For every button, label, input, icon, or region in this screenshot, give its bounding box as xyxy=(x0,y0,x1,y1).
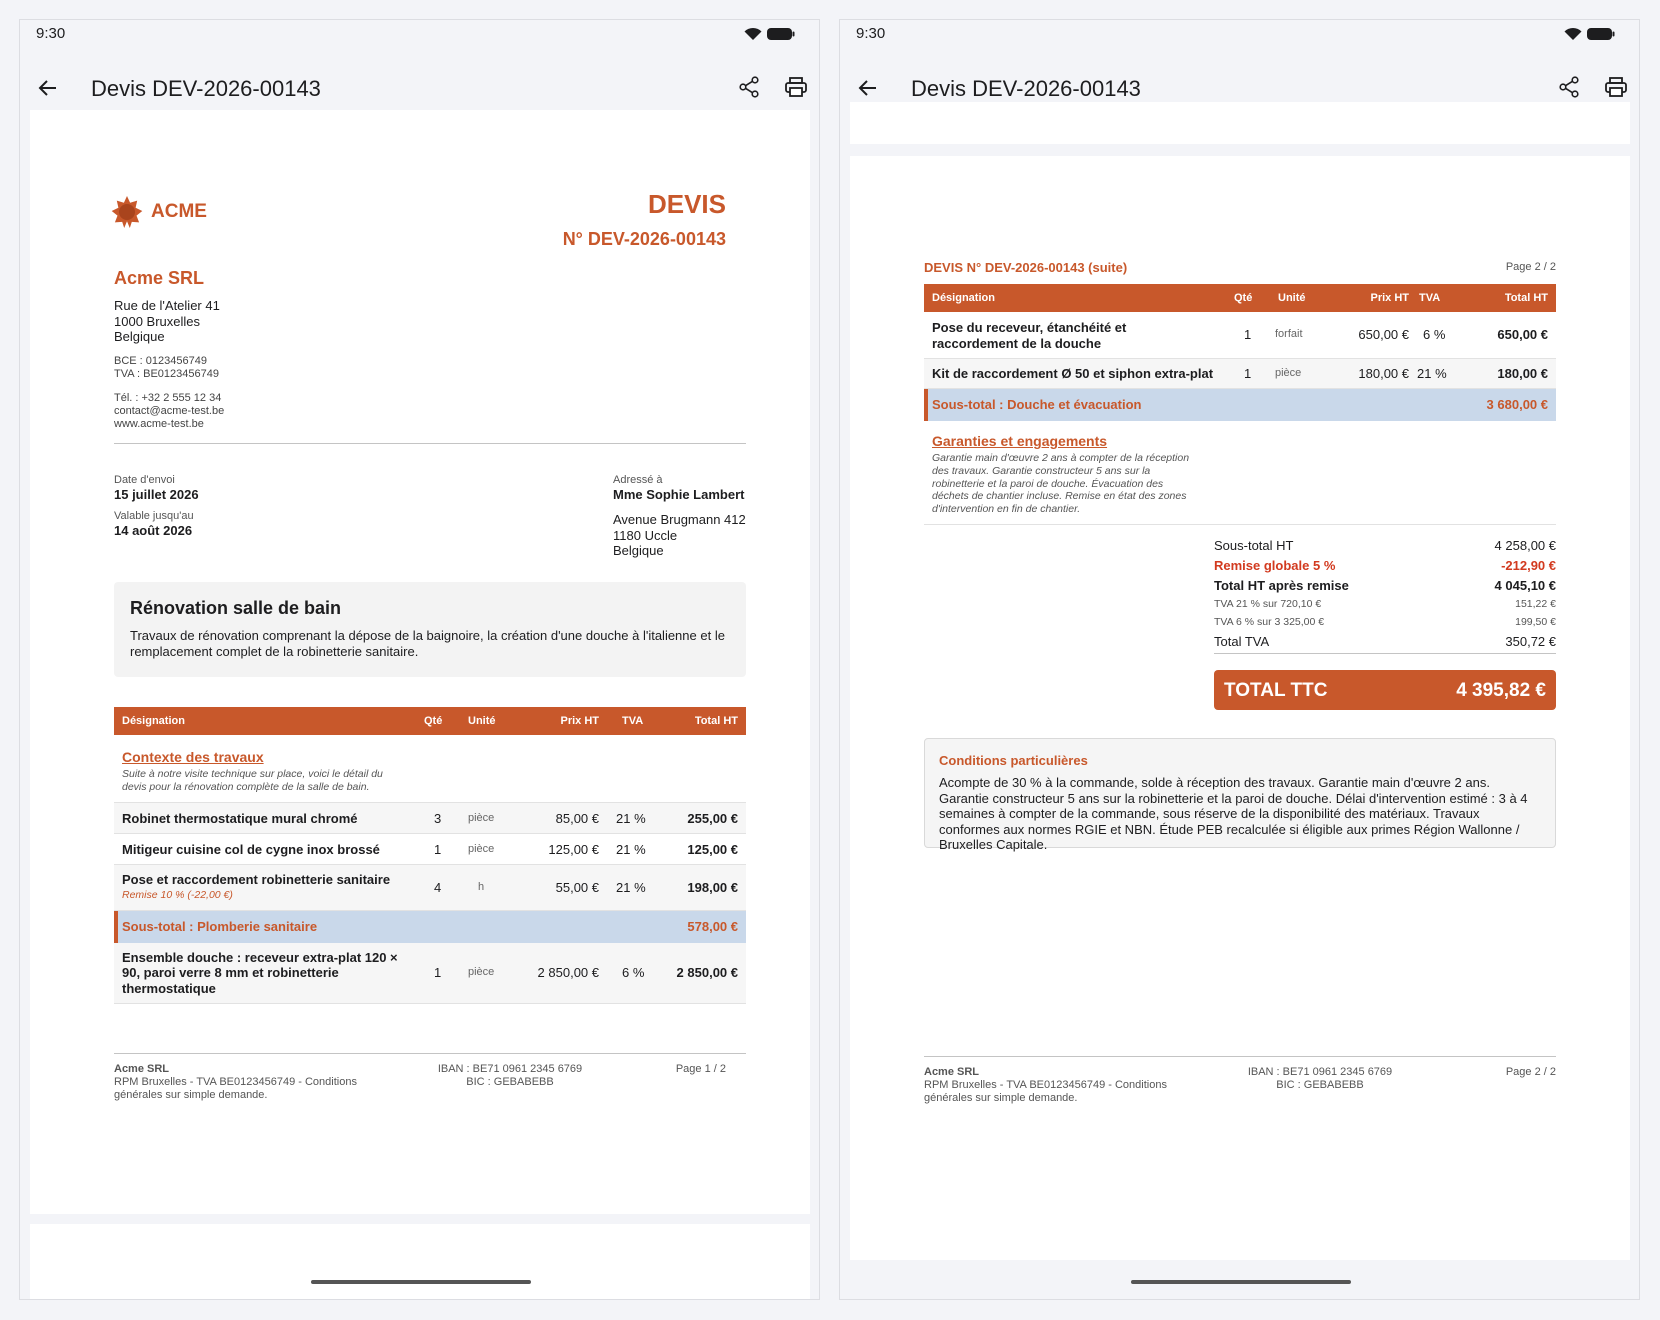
row-vat: 6 % xyxy=(1423,327,1446,342)
status-icons xyxy=(1564,27,1615,41)
phone-number: Tél. : +32 2 555 12 34 xyxy=(114,392,222,404)
row-designation xyxy=(122,950,398,997)
address-line: Belgique xyxy=(114,329,165,344)
special-conditions xyxy=(924,738,1556,852)
table-row xyxy=(114,943,746,1004)
subtotal-value: 578,00 € xyxy=(687,918,738,934)
row-qty: 1 xyxy=(434,841,442,857)
row-qty: 3 xyxy=(434,810,442,826)
recipient-address xyxy=(613,512,746,559)
col-total: Total HT xyxy=(1504,292,1548,304)
back-button[interactable] xyxy=(30,70,66,106)
back-button[interactable] xyxy=(850,70,886,106)
bce-number: BCE : 0123456749 xyxy=(114,355,207,367)
recipient-name: Mme Sophie Lambert xyxy=(613,487,745,502)
quote-table-continued xyxy=(924,284,1556,525)
battery-icon xyxy=(1587,27,1615,41)
totals-value: 350,72 € xyxy=(1505,634,1556,649)
company-address xyxy=(114,298,220,345)
note-line: d'intervention en fin de chantier. xyxy=(932,503,1081,516)
total-ttc-value: 4 395,82 € xyxy=(1456,680,1546,701)
row-total: 2 850,00 € xyxy=(676,964,738,980)
footer-line: RPM Bruxelles - TVA BE0123456749 - Conditions xyxy=(114,1076,357,1088)
page-title: Devis DEV-2026-00143 xyxy=(91,76,321,101)
send-date-label: Date d'envoi xyxy=(114,474,175,486)
subtotal-row xyxy=(114,911,746,943)
col-unit: Unité xyxy=(468,715,496,727)
totals-label: Total TVA xyxy=(1214,634,1270,649)
row-designation: Kit de raccordement Ø 50 et siphon extra-plat xyxy=(932,366,1214,381)
footer-bank xyxy=(390,1063,630,1089)
company-contact xyxy=(114,392,224,431)
company-ids xyxy=(114,355,219,381)
app-bar xyxy=(20,60,819,116)
note-line: Suite à notre visite technique sur place, voici le détail du xyxy=(122,768,383,780)
note-line: robinetterie et la paroi de douche. Évacuation des xyxy=(932,477,1164,490)
divider xyxy=(114,443,746,444)
document-page-1 xyxy=(30,110,810,1214)
project-summary xyxy=(114,582,746,677)
sun-logo-icon xyxy=(111,196,143,228)
totals-label: Remise globale 5 % xyxy=(1214,558,1336,573)
print-icon xyxy=(785,77,807,97)
row-total: 255,00 € xyxy=(687,810,738,826)
section-title: Contexte des travaux xyxy=(122,749,264,765)
col-price: Prix HT xyxy=(1370,292,1409,304)
page-number: Page 2 / 2 xyxy=(1505,1066,1556,1078)
section-note xyxy=(122,768,738,794)
row-unit: forfait xyxy=(1275,328,1303,340)
status-bar xyxy=(20,20,819,50)
totals-value: 4 258,00 € xyxy=(1494,538,1556,553)
project-description: Travaux de rénovation comprenant la dépose de la baignoire, la création d'une douche à l'italienne et le remplacement complet de la robinetterie sanitaire. xyxy=(130,628,725,659)
table-header xyxy=(114,707,746,735)
subtotal-label: Sous-total : Douche et évacuation xyxy=(932,397,1142,412)
footer-company xyxy=(114,1063,357,1102)
totals-value: 4 045,10 € xyxy=(1494,578,1556,593)
subtotal-label: Sous-total : Plomberie sanitaire xyxy=(122,918,318,934)
after-discount-row xyxy=(1214,576,1556,596)
row-qty: 1 xyxy=(1244,327,1252,342)
email-address: contact@acme-test.be xyxy=(114,405,225,417)
send-date-block xyxy=(114,474,199,538)
print-button[interactable] xyxy=(1600,71,1632,103)
section-header xyxy=(114,735,746,803)
share-icon xyxy=(739,76,759,98)
footer-divider xyxy=(114,1053,746,1054)
footer-bank xyxy=(1200,1066,1440,1092)
address-line: Avenue Brugmann 412 xyxy=(613,512,746,527)
designation-line: Ensemble douche : receveur extra-plat 120 × xyxy=(122,949,398,965)
totals-value: 151,22 € xyxy=(1515,598,1556,610)
document-page-1-tail xyxy=(850,102,1630,144)
conditions-text: Acompte de 30 % à la commande, solde à réception des travaux. Garantie main d'œuvre 2 ans. Garantie constructeur 5 ans sur la robinetterie et la paroi de douche. Délai d'intervention estimé : 3 à 4 semaines à compter de la commande, sous réserve de la disponibilité des matériaux. Travaux conformes aux normes RGIE et NBN. Étude PEB recalculée si éligible aux primes Région Wallonne / Bruxelles Capitale. xyxy=(939,775,1528,852)
row-vat: 21 % xyxy=(616,879,646,895)
print-icon xyxy=(1605,77,1627,97)
footer-divider xyxy=(924,1056,1556,1057)
logo-text: ACME xyxy=(151,201,207,222)
vat-number: TVA : BE0123456749 xyxy=(114,368,219,380)
totals-label: TVA 21 % sur 720,10 € xyxy=(1214,598,1322,610)
address-line: 1180 Uccle xyxy=(613,527,678,543)
footer-company-name: Acme SRL xyxy=(114,1063,170,1075)
battery-icon xyxy=(767,27,795,41)
row-vat: 21 % xyxy=(1417,366,1447,381)
project-title: Rénovation salle de bain xyxy=(130,598,342,618)
wifi-icon xyxy=(744,27,762,41)
vat6-row xyxy=(1214,614,1556,632)
row-qty: 4 xyxy=(434,879,442,895)
section-note xyxy=(932,452,1548,516)
totals-label: Total HT après remise xyxy=(1214,578,1349,593)
document-type: DEVIS xyxy=(647,189,726,219)
vat-total-row xyxy=(1214,632,1556,654)
col-designation: Désignation xyxy=(932,292,995,304)
row-discount: Remise 10 % (-22,00 €) xyxy=(122,889,233,902)
note-line: des travaux. Garantie constructeur 5 ans sur la xyxy=(932,464,1151,477)
table-row xyxy=(114,803,746,834)
row-designation: Pose et raccordement robinetterie sanitaire xyxy=(122,871,391,887)
company-logo xyxy=(111,196,207,228)
valid-until-value: 14 août 2026 xyxy=(114,523,193,538)
recipient-label: Adressé à xyxy=(613,474,663,486)
row-price: 2 850,00 € xyxy=(537,964,599,980)
status-icons xyxy=(744,27,795,41)
valid-until-label: Valable jusqu'au xyxy=(114,510,194,522)
row-unit: pièce xyxy=(1275,367,1302,379)
total-ttc-banner xyxy=(1214,670,1556,710)
totals-value: -212,90 € xyxy=(1501,558,1556,573)
row-unit: pièce xyxy=(468,965,495,978)
print-button[interactable] xyxy=(780,71,812,103)
row-designation-block xyxy=(122,872,390,902)
col-qty: Qté xyxy=(1234,292,1253,304)
row-unit: h xyxy=(478,880,485,893)
row-vat: 21 % xyxy=(616,810,646,826)
footer-bic: BIC : GEBABEBB xyxy=(466,1076,554,1088)
discount-row xyxy=(1214,556,1556,576)
note-line: devis pour la rénovation complète de la salle de bain. xyxy=(122,780,370,793)
row-price: 180,00 € xyxy=(1358,366,1409,381)
arrow-back-icon xyxy=(858,78,878,98)
document-page-2-preview xyxy=(30,1224,810,1300)
footer-company-name: Acme SRL xyxy=(924,1066,980,1078)
row-price: 55,00 € xyxy=(555,879,599,895)
total-ttc-label: TOTAL TTC xyxy=(1224,680,1328,701)
row-designation xyxy=(932,320,1126,351)
footer-line: RPM Bruxelles - TVA BE0123456749 - Conditions xyxy=(924,1079,1167,1091)
footer-company xyxy=(924,1066,1167,1105)
share-button[interactable] xyxy=(733,71,765,103)
designation-line: 90, paroi verre 8 mm et robinetterie xyxy=(122,965,339,981)
section-header xyxy=(924,421,1556,525)
row-qty: 1 xyxy=(1244,366,1252,381)
col-total: Total HT xyxy=(694,715,738,727)
table-row xyxy=(924,312,1556,359)
arrow-back-icon xyxy=(38,78,58,98)
page2-number: Page 2 / 2 xyxy=(1505,261,1556,273)
address-line: Rue de l'Atelier 41 xyxy=(114,298,220,313)
row-unit: pièce xyxy=(468,811,495,824)
footer-bic: BIC : GEBABEBB xyxy=(1276,1079,1364,1091)
website: www.acme-test.be xyxy=(114,418,204,430)
subtotal-ht-row xyxy=(1214,536,1556,556)
table-row xyxy=(114,834,746,865)
section-title: Garanties et engagements xyxy=(932,433,1108,449)
status-time: 9:30 xyxy=(856,25,886,42)
row-designation: Mitigeur cuisine col de cygne inox brossé xyxy=(122,841,380,857)
footer-line: générales sur simple demande. xyxy=(114,1089,268,1101)
row-vat: 6 % xyxy=(622,964,645,980)
table-header xyxy=(924,284,1556,312)
row-total: 198,00 € xyxy=(687,879,738,895)
totals-value: 199,50 € xyxy=(1515,616,1556,628)
vat21-row xyxy=(1214,596,1556,614)
row-total: 180,00 € xyxy=(1497,366,1548,381)
phone-screen-left xyxy=(19,19,820,1300)
page-title: Devis DEV-2026-00143 xyxy=(911,76,1141,101)
address-line: Belgique xyxy=(613,543,664,558)
table-row xyxy=(924,359,1556,389)
conditions-title: Conditions particulières xyxy=(939,753,1088,768)
row-price: 85,00 € xyxy=(555,810,599,826)
status-bar xyxy=(840,20,1639,50)
col-qty: Qté xyxy=(424,715,443,727)
designation-line: raccordement de la douche xyxy=(932,335,1102,351)
col-unit: Unité xyxy=(1278,292,1306,304)
footer-iban: IBAN : BE71 0961 2345 6769 xyxy=(437,1063,583,1075)
totals-block xyxy=(1214,536,1556,654)
document-page-2 xyxy=(850,156,1630,1260)
subtotal-value: 3 680,00 € xyxy=(1486,397,1548,412)
wifi-icon xyxy=(1564,27,1582,41)
row-total: 650,00 € xyxy=(1497,327,1548,342)
col-price: Prix HT xyxy=(560,715,599,727)
row-total: 125,00 € xyxy=(687,841,738,857)
row-designation: Robinet thermostatique mural chromé xyxy=(122,810,358,826)
totals-label: TVA 6 % sur 3 325,00 € xyxy=(1214,616,1325,628)
company-name: Acme SRL xyxy=(114,268,205,288)
phone-screen-right xyxy=(839,19,1640,1300)
col-vat: TVA xyxy=(1419,292,1441,304)
row-unit: pièce xyxy=(468,842,495,855)
subtotal-row xyxy=(924,389,1556,421)
document-number: N° DEV-2026-00143 xyxy=(562,229,726,249)
page2-heading: DEVIS N° DEV-2026-00143 (suite) xyxy=(924,260,1128,275)
designation-line: thermostatique xyxy=(122,980,216,996)
page-number: Page 1 / 2 xyxy=(675,1063,726,1075)
row-vat: 21 % xyxy=(616,841,646,857)
row-price: 650,00 € xyxy=(1358,327,1409,342)
totals-label: Sous-total HT xyxy=(1214,538,1294,553)
row-qty: 1 xyxy=(434,964,442,980)
send-date-value: 15 juillet 2026 xyxy=(114,487,199,502)
col-vat: TVA xyxy=(622,715,644,727)
note-line: Garantie main d'œuvre 2 ans à compter de la réception xyxy=(932,452,1190,464)
designation-line: Pose du receveur, étanchéité et xyxy=(932,320,1127,335)
footer-iban: IBAN : BE71 0961 2345 6769 xyxy=(1247,1066,1393,1078)
table-row xyxy=(114,865,746,911)
note-line: déchets de chantier incluse. Remise en état des zones xyxy=(932,490,1187,503)
home-indicator[interactable] xyxy=(311,1280,531,1284)
col-designation: Désignation xyxy=(122,715,185,727)
home-indicator[interactable] xyxy=(1131,1280,1351,1284)
share-icon xyxy=(1559,76,1579,98)
recipient-block xyxy=(613,474,746,559)
address-line: 1000 Bruxelles xyxy=(114,313,200,329)
row-price: 125,00 € xyxy=(548,841,599,857)
share-button[interactable] xyxy=(1553,71,1585,103)
status-time: 9:30 xyxy=(36,25,66,42)
footer-line: générales sur simple demande. xyxy=(924,1092,1078,1104)
quote-table xyxy=(114,707,746,1004)
